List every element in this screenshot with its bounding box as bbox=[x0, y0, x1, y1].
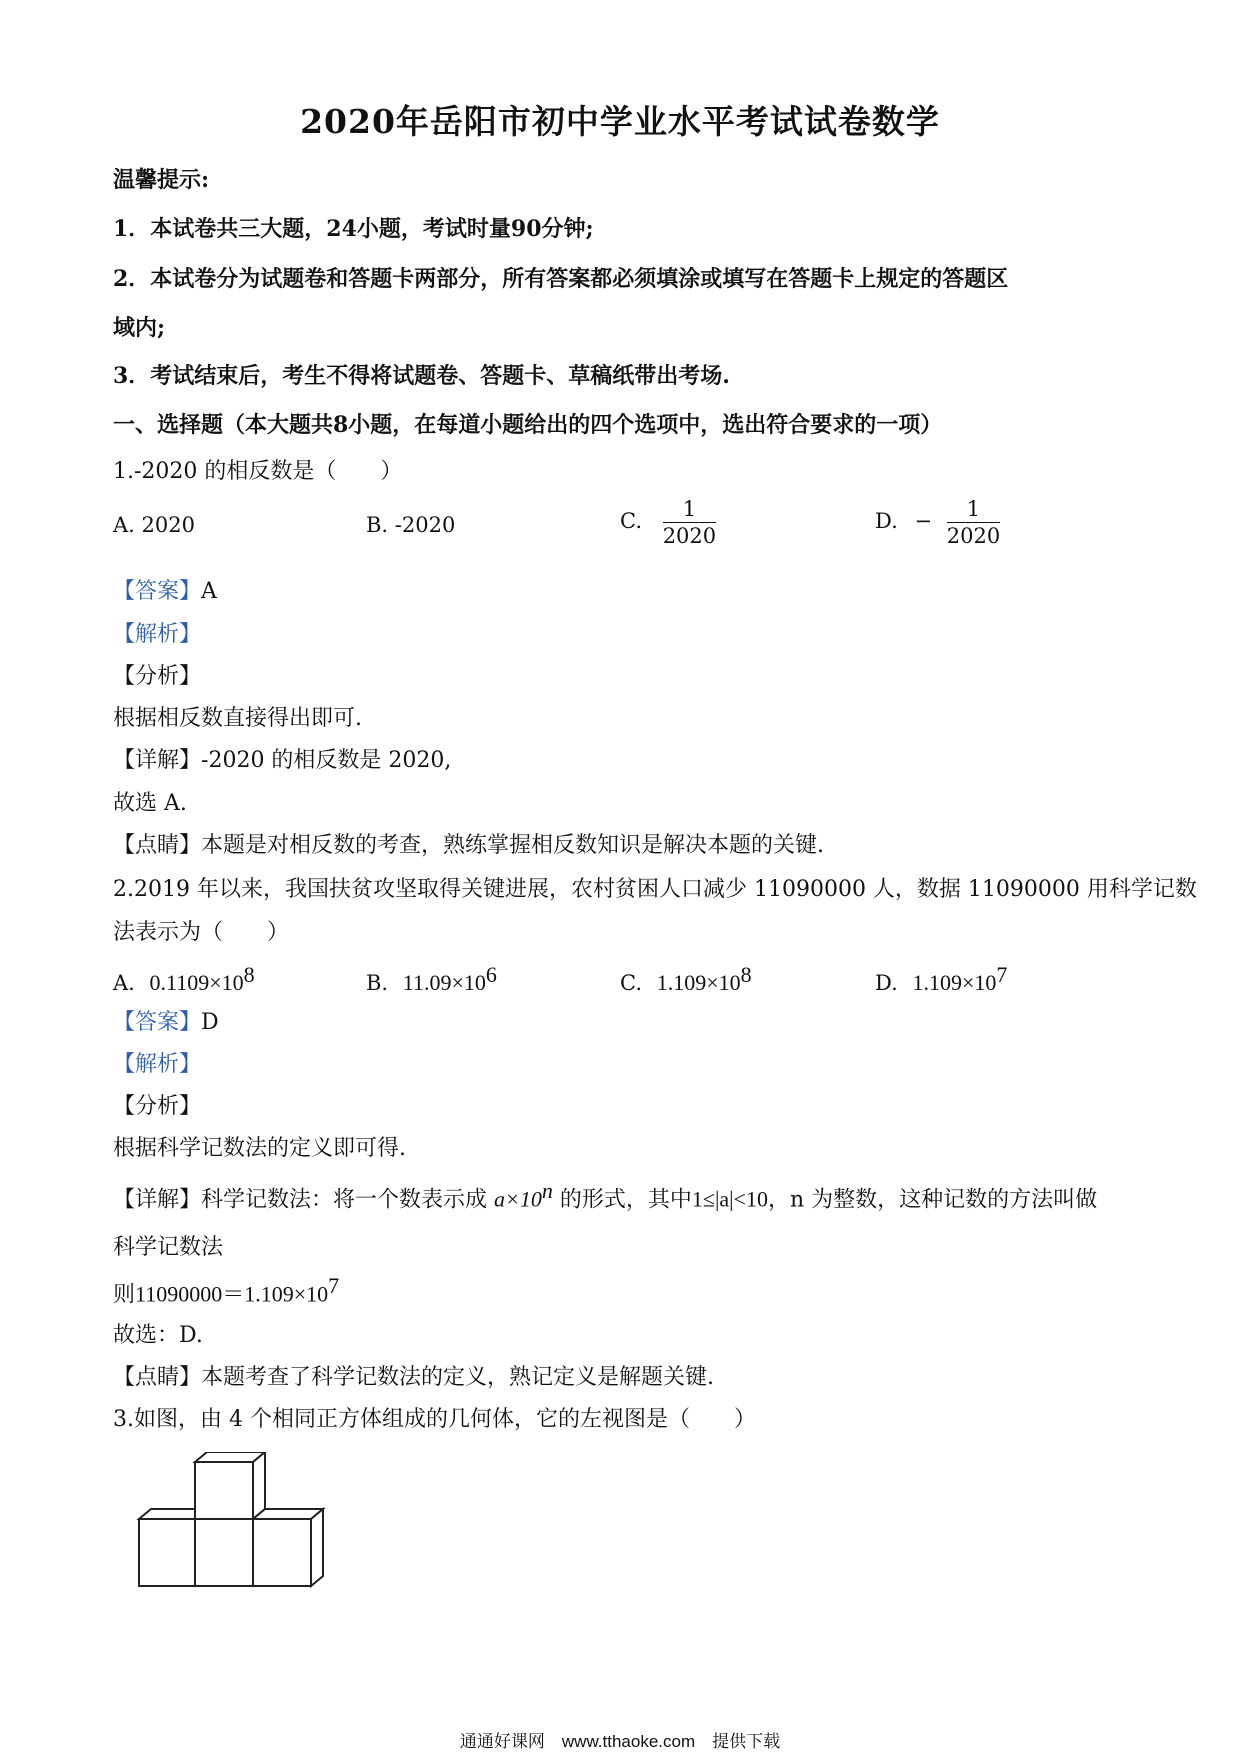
q2-detail-formula-exp: n bbox=[541, 1178, 553, 1203]
q2-option-a bbox=[113, 962, 255, 996]
q1-option-d-denominator: 2020 bbox=[946, 524, 1001, 549]
q1-detail-tag: 【详解】 bbox=[113, 748, 202, 773]
q1-option-b: B. -2020 bbox=[366, 513, 456, 537]
q1-answer bbox=[113, 574, 217, 605]
q2-result-prefix: 则 bbox=[113, 1282, 136, 1308]
q1-option-c-denominator: 2020 bbox=[662, 524, 717, 549]
q1-option-d-label: D. bbox=[875, 509, 898, 534]
top-cube-side-face bbox=[253, 1452, 265, 1519]
q2-dianjing-text: 本题考查了科学记数法的定义，熟记定义是解题关键. bbox=[201, 1365, 715, 1390]
q2-option-d bbox=[875, 962, 1007, 996]
q2-detail-text-b: 的形式，其中 bbox=[559, 1187, 692, 1213]
q2-detail bbox=[113, 1178, 1097, 1213]
tip-3: 3．考试结束后，考生不得将试题卷、答题卡、草稿纸带出考场. bbox=[113, 363, 730, 389]
q2-option-d-exp: 7 bbox=[996, 962, 1008, 987]
q2-option-c-exp: 8 bbox=[740, 962, 752, 987]
q1-option-c bbox=[620, 497, 716, 548]
q2-option-a-label: A. bbox=[113, 971, 135, 995]
q2-option-d-value: 1.109×10 bbox=[912, 970, 997, 995]
q2-jiexi-tag: 【解析】 bbox=[113, 1052, 202, 1077]
q2-detail-tag: 【详解】 bbox=[113, 1187, 202, 1213]
q2-analysis: 根据科学记数法的定义即可得. bbox=[113, 1136, 406, 1161]
q2-result-value: 11090000＝1.109×10 bbox=[135, 1281, 329, 1307]
middle-cube-front-face bbox=[195, 1519, 253, 1586]
q2-option-b-exp: 6 bbox=[485, 962, 497, 987]
q2-option-b bbox=[366, 962, 497, 996]
q2-answer-tag: 【答案】 bbox=[113, 1010, 202, 1035]
page-title: 2020年岳阳市初中学业水平考试试卷数学 bbox=[300, 102, 940, 141]
q1-detail-text: -2020 的相反数是 2020, bbox=[201, 748, 452, 773]
q2-detail-text-c: ，n 为整数，这种记数的方法叫做 bbox=[767, 1187, 1098, 1213]
q2-detail-range: 1≤|a|<10 bbox=[691, 1186, 768, 1212]
q3-stem: 3.如图，由 4 个相同正方体组成的几何体，它的左视图是（ ） bbox=[113, 1407, 756, 1432]
tip-2a: 2．本试卷分为试题卷和答题卡两部分，所有答案都必须填涂或填写在答题卡上规定的答题区 bbox=[113, 266, 1009, 292]
q2-option-b-value: 11.09×10 bbox=[402, 970, 486, 995]
tips-heading: 温馨提示: bbox=[113, 167, 210, 193]
tip-1: 1．本试卷共三大题，24小题，考试时量90分钟; bbox=[113, 216, 594, 242]
q1-option-d-sign: − bbox=[914, 509, 933, 534]
q2-option-a-exp: 8 bbox=[243, 962, 255, 987]
q1-dianjing bbox=[113, 828, 824, 859]
q2-dianjing bbox=[113, 1360, 714, 1391]
q1-fenxi-tag: 【分析】 bbox=[113, 664, 202, 689]
q1-jiexi-tag: 【解析】 bbox=[113, 622, 202, 647]
q2-stem-line1: 2.2019 年以来，我国扶贫攻坚取得关键进展，农村贫困人口减少 11090000 人，数据 11090000 用科学记数 bbox=[113, 877, 1197, 902]
top-cube-front-face bbox=[195, 1462, 253, 1519]
q2-detail-line2: 科学记数法 bbox=[113, 1235, 224, 1260]
q2-result bbox=[113, 1273, 339, 1308]
q1-answer-value: A bbox=[201, 579, 217, 604]
left-cube-top-face bbox=[139, 1509, 195, 1519]
q2-result-exp: 7 bbox=[328, 1273, 340, 1298]
q1-dianjing-tag: 【点睛】 bbox=[113, 833, 202, 858]
q2-option-c bbox=[620, 962, 752, 996]
left-cube-front-face bbox=[139, 1519, 195, 1586]
q2-detail-text-a: 科学记数法：将一个数表示成 bbox=[201, 1187, 488, 1213]
right-cube-front-face bbox=[253, 1519, 311, 1586]
q2-detail-formula: a×10 bbox=[494, 1186, 542, 1212]
q2-option-d-label: D. bbox=[875, 971, 898, 995]
q2-option-a-value: 0.1109×10 bbox=[149, 970, 244, 995]
q1-option-a: A. 2020 bbox=[113, 513, 195, 537]
q1-option-d bbox=[875, 497, 1000, 548]
q1-option-c-numerator: 1 bbox=[663, 497, 716, 523]
q1-choose: 故选 A. bbox=[113, 791, 187, 816]
q2-answer bbox=[113, 1005, 219, 1036]
q1-option-d-fraction bbox=[947, 497, 1000, 548]
q1-option-c-label: C. bbox=[620, 509, 642, 534]
tip-2b: 域内; bbox=[113, 315, 166, 341]
q2-dianjing-tag: 【点睛】 bbox=[113, 1365, 202, 1390]
q2-choose: 故选：D. bbox=[113, 1323, 203, 1348]
q1-analysis: 根据相反数直接得出即可. bbox=[113, 706, 362, 731]
q1-detail bbox=[113, 743, 451, 774]
page-footer: 通通好课网 www.tthaoke.com 提供下载 bbox=[459, 1732, 781, 1751]
section-heading: 一、选择题（本大题共8小题，在每道小题给出的四个选项中，选出符合要求的一项） bbox=[113, 412, 943, 438]
q2-fenxi-tag: 【分析】 bbox=[113, 1094, 202, 1119]
q1-option-d-numerator: 1 bbox=[947, 497, 1000, 523]
right-cube-side-face bbox=[311, 1509, 323, 1586]
q1-dianjing-text: 本题是对相反数的考查，熟练掌握相反数知识是解决本题的关键. bbox=[201, 833, 825, 858]
q2-option-c-label: C. bbox=[620, 971, 642, 995]
q2-option-b-label: B. bbox=[366, 971, 389, 995]
q1-option-c-fraction bbox=[663, 497, 716, 548]
q1-stem: 1.-2020 的相反数是（ ） bbox=[113, 459, 403, 484]
q1-answer-tag: 【答案】 bbox=[113, 579, 202, 604]
q3-cube-figure bbox=[135, 1452, 335, 1592]
q2-stem-line2: 法表示为（ ） bbox=[113, 920, 290, 945]
q2-option-c-value: 1.109×10 bbox=[656, 970, 741, 995]
q2-answer-value: D bbox=[201, 1010, 219, 1035]
